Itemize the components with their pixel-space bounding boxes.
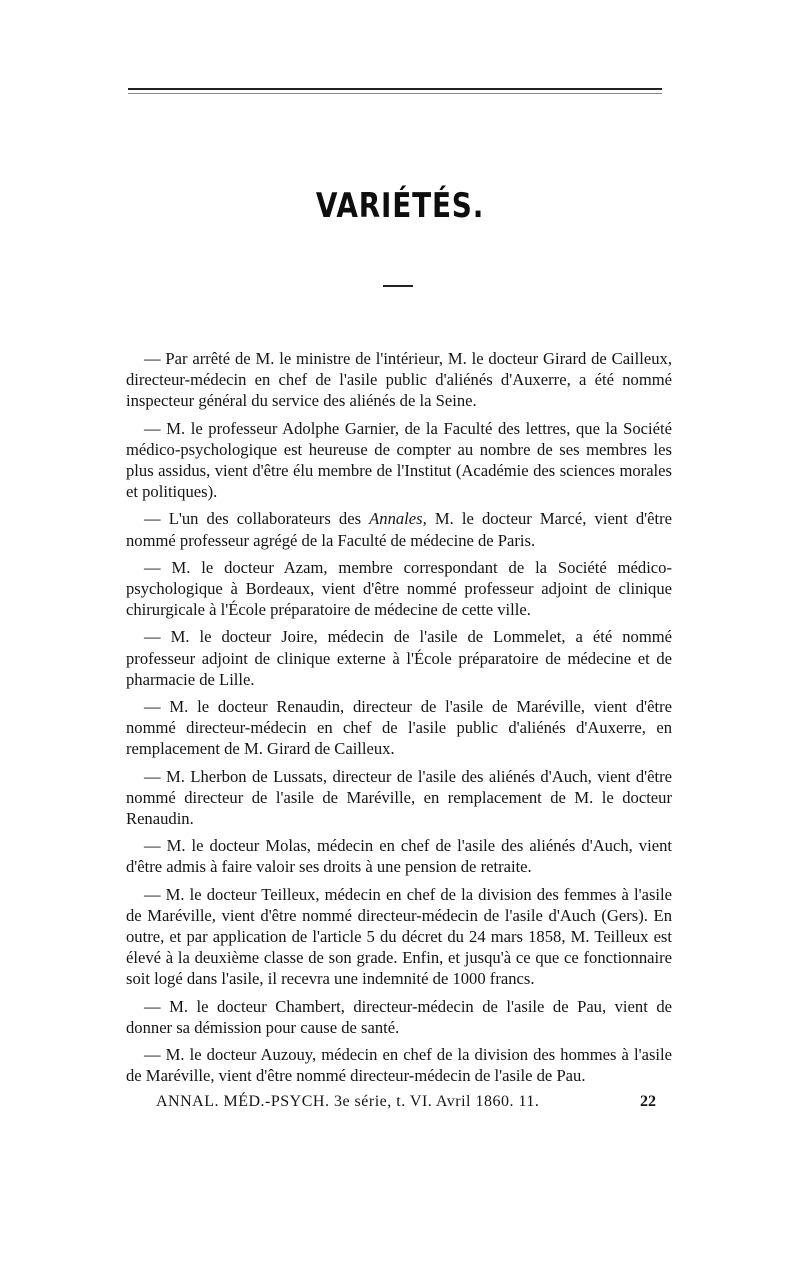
paragraph: — M. Lherbon de Lussats, directeur de l'asile des aliénés d'Auch, vient d'être nommé directeur de l'asile de Maréville, en remplacement de M. le docteur Renaudin.	[126, 766, 672, 829]
paragraph: — M. le docteur Auzouy, médecin en chef de la division des hommes à l'asile de Maréville, vient d'être nommé directeur-médecin de l'asile de Pau.	[126, 1045, 672, 1086]
paragraph: — M. le docteur Chambert, directeur-médecin de l'asile de Pau, vient de donner sa démission pour cause de santé.	[126, 996, 672, 1037]
section-title: VARIÉTÉS.	[315, 186, 485, 226]
paragraph-text: M. le docteur Marcé, vient d'être nommé professeur agrégé de la Faculté de médecine de Paris.	[126, 509, 672, 550]
article-body	[126, 348, 672, 1093]
journal-name: Annales,	[369, 509, 427, 529]
paragraph: — M. le docteur Renaudin, directeur de l'asile de Maréville, vient d'être nommé directeur-médecin en chef de l'asile public d'aliénés d'Auxerre, en remplacement de M. Girard de Cailleux.	[126, 697, 672, 759]
paragraph-text: — L'un des collaborateurs des	[144, 509, 370, 529]
header-rule	[128, 88, 662, 90]
paragraph: — M. le docteur Molas, médecin en chef de l'asile des aliénés d'Auch, vient d'être admis à faire valoir ses droits à une pension de retraite.	[126, 836, 672, 877]
paragraph: — Par arrêté de M. le ministre de l'intérieur, M. le docteur Girard de Cailleux, directeur-médecin en chef de l'asile public d'aliénés d'Auxerre, a été nommé inspecteur général du service des aliénés de la Seine.	[126, 349, 672, 411]
paragraph: — M. le docteur Azam, membre correspondant de la Société médico-psychologique à Bordeaux, vient d'être nommé professeur adjoint de clinique chirurgicale à l'École préparatoire de médecine de cette ville.	[126, 557, 672, 620]
title-separator	[383, 285, 413, 287]
paragraph: — M. le docteur Joire, médecin de l'asile de Lommelet, a été nommé professeur adjoint de clinique externe à l'École préparatoire de médecine et de pharmacie de Lille.	[126, 627, 672, 689]
paragraph: — M. le professeur Adolphe Garnier, de la Faculté des lettres, que la Société médico-psychologique est heureuse de compter au nombre de ses membres les plus assidus, vient d'être élu membre de l'Institut (Académie des sciences morales et politiques).	[126, 418, 672, 502]
paragraph	[126, 508, 672, 550]
page-number: 22	[640, 1093, 656, 1110]
page-footer	[156, 1093, 656, 1111]
running-head: ANNAL. MÉD.-PSYCH. 3e série, t. VI. Avril 1860. 11.	[156, 1093, 540, 1110]
header-rule-thin	[128, 93, 662, 94]
paragraph: — M. le docteur Teilleux, médecin en chef de la division des femmes à l'asile de Maréville, vient d'être nommé directeur-médecin de l'asile d'Auch (Gers). En outre, et par application de l'article 5 du décret du 24 mars 1858, M. Teilleux est élevé à la deuxième classe de son grade. Enfin, et jusqu'à ce que ce fonctionnaire soit logé dans l'asile, il recevra une indemnité de 1000 francs.	[126, 884, 672, 989]
